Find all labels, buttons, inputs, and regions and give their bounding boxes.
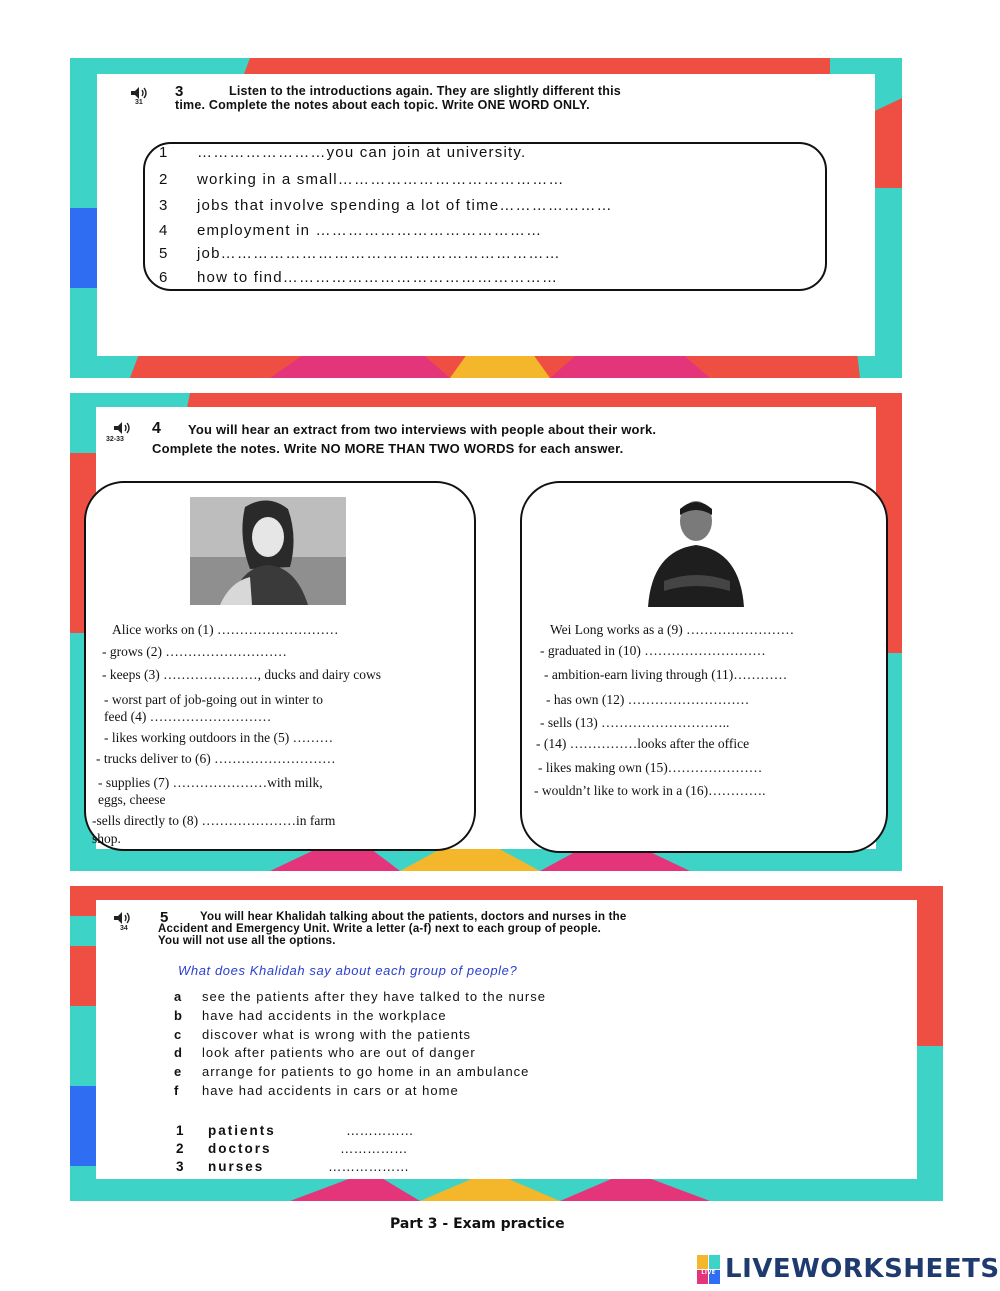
option-letter: b (174, 1008, 183, 1023)
alice-photo (190, 497, 346, 605)
audio-track-number: 34 (120, 925, 128, 932)
answer-row (176, 1123, 414, 1138)
option-text: have had accidents in the workplace (202, 1008, 447, 1023)
option-text: look after patients who are out of danger (202, 1045, 476, 1060)
speaker-icon[interactable] (114, 422, 132, 434)
wei-long-note: - graduated in (10) ……………………… (540, 643, 766, 658)
item-text: ……………………you can join at university. (197, 144, 527, 161)
alice-note: - keeps (3) …………………, ducks and dairy cows (102, 667, 381, 682)
section-5-content (96, 900, 917, 1179)
instruction-line-3: You will not use all the options. (158, 935, 336, 947)
liveworksheets-logo-text: LIVEWORKSHEETS (725, 1254, 1000, 1284)
answer-blank[interactable]: …………… (346, 1123, 414, 1138)
question-number: 3 (175, 83, 184, 100)
question-number: 5 (160, 909, 169, 926)
question-text: What does Khalidah say about each group of people? (178, 963, 518, 978)
option-item (174, 1064, 529, 1079)
item-number: 6 (159, 269, 169, 286)
note-item (159, 245, 561, 262)
wei-long-note: - ambition-earn living through (11)………… (544, 667, 788, 682)
item-text: employment in …………………………………… (197, 222, 543, 239)
section-4-panel (70, 393, 902, 871)
page-caption: Part 3 - Exam practice (390, 1216, 565, 1232)
alice-note: eggs, cheese (98, 792, 166, 807)
option-text: see the patients after they have talked to the nurse (202, 989, 546, 1004)
instruction-line-1: You will hear an extract from two interviews with people about their work. (188, 422, 657, 437)
wei-long-photo (634, 495, 758, 607)
section-4-content (92, 407, 876, 849)
item-text: how to find…………………………………………… (197, 269, 559, 286)
liveworksheets-logo-icon (697, 1255, 721, 1285)
section-3-content (97, 74, 875, 356)
option-text: discover what is wrong with the patients (202, 1027, 472, 1042)
answer-label: patients (208, 1123, 276, 1138)
item-number: 2 (159, 171, 169, 188)
speaker-icon[interactable] (131, 87, 149, 99)
alice-note: - worst part of job-going out in winter to (104, 692, 323, 707)
speaker-icon[interactable] (114, 912, 132, 924)
item-number: 4 (159, 222, 169, 239)
option-letter: d (174, 1045, 183, 1060)
wei-long-note: Wei Long works as a (9) …………………… (550, 622, 795, 637)
item-number: 3 (159, 197, 169, 214)
option-letter: c (174, 1027, 183, 1042)
alice-note: shop. (92, 831, 121, 846)
answer-row (176, 1141, 408, 1156)
option-letter: a (174, 989, 183, 1004)
item-text: working in a small…………………………………… (197, 171, 565, 188)
instruction-line-2: Complete the notes. Write NO MORE THAN TWO WORDS for each answer. (152, 441, 624, 456)
alice-note: Alice works on (1) ……………………… (112, 622, 339, 637)
note-item (159, 171, 565, 188)
option-item (174, 1008, 447, 1023)
wei-long-note: - (14) ……………looks after the office (536, 736, 750, 751)
alice-note: feed (4) ……………………… (104, 709, 272, 724)
section-5-panel (70, 886, 943, 1201)
item-number: 1 (159, 144, 169, 161)
answer-row (176, 1159, 409, 1174)
answer-label: doctors (208, 1141, 272, 1156)
alice-note: - grows (2) ……………………… (102, 644, 287, 659)
answer-blank[interactable]: …………… (340, 1141, 408, 1156)
option-text: arrange for patients to go home in an ambulance (202, 1064, 530, 1079)
section-3-panel (70, 58, 902, 378)
logo-box-letters: LIVE (701, 1270, 716, 1276)
note-item (159, 144, 526, 161)
wei-long-note: - has own (12) ……………………… (546, 692, 750, 707)
answer-number: 2 (176, 1141, 186, 1156)
alice-note: - trucks deliver to (6) ……………………… (96, 751, 336, 766)
item-text: job……………………………………………………… (197, 245, 561, 262)
option-letter: f (174, 1083, 180, 1098)
wei-long-note: - wouldn’t like to work in a (16)…………. (534, 783, 766, 798)
instruction-line-1: Listen to the introductions again. They are slightly different this (229, 84, 621, 98)
option-letter: e (174, 1064, 183, 1079)
note-item (159, 222, 542, 239)
option-item (174, 1045, 476, 1060)
alice-note: - likes working outdoors in the (5) ……… (104, 730, 334, 745)
alice-note: - supplies (7) …………………with milk, (98, 775, 323, 790)
answer-label: nurses (208, 1159, 265, 1174)
item-number: 5 (159, 245, 169, 262)
alice-note: -sells directly to (8) …………………in farm (92, 813, 336, 828)
audio-track-number: 31 (135, 99, 143, 106)
answer-blank[interactable]: ……………… (328, 1159, 409, 1174)
answer-number: 3 (176, 1159, 186, 1174)
audio-track-number: 32-33 (106, 436, 124, 443)
answer-number: 1 (176, 1123, 186, 1138)
wei-long-note: - likes making own (15)………………… (538, 760, 763, 775)
wei-long-note: - sells (13) ……………………….. (540, 715, 730, 730)
item-text: jobs that involve spending a lot of time………………… (197, 197, 613, 214)
option-item (174, 989, 546, 1004)
option-text: have had accidents in cars or at home (202, 1083, 459, 1098)
option-item (174, 1083, 459, 1098)
instruction-line-1: You will hear Khalidah talking about the patients, doctors and nurses in the (200, 911, 627, 923)
option-item (174, 1027, 471, 1042)
instruction-line-2: Accident and Emergency Unit. Write a letter (a-f) next to each group of people. (158, 923, 602, 935)
question-number: 4 (152, 420, 161, 437)
note-item (159, 269, 558, 286)
instruction-line-2: time. Complete the notes about each topic. Write ONE WORD ONLY. (175, 98, 590, 112)
note-item (159, 197, 613, 214)
